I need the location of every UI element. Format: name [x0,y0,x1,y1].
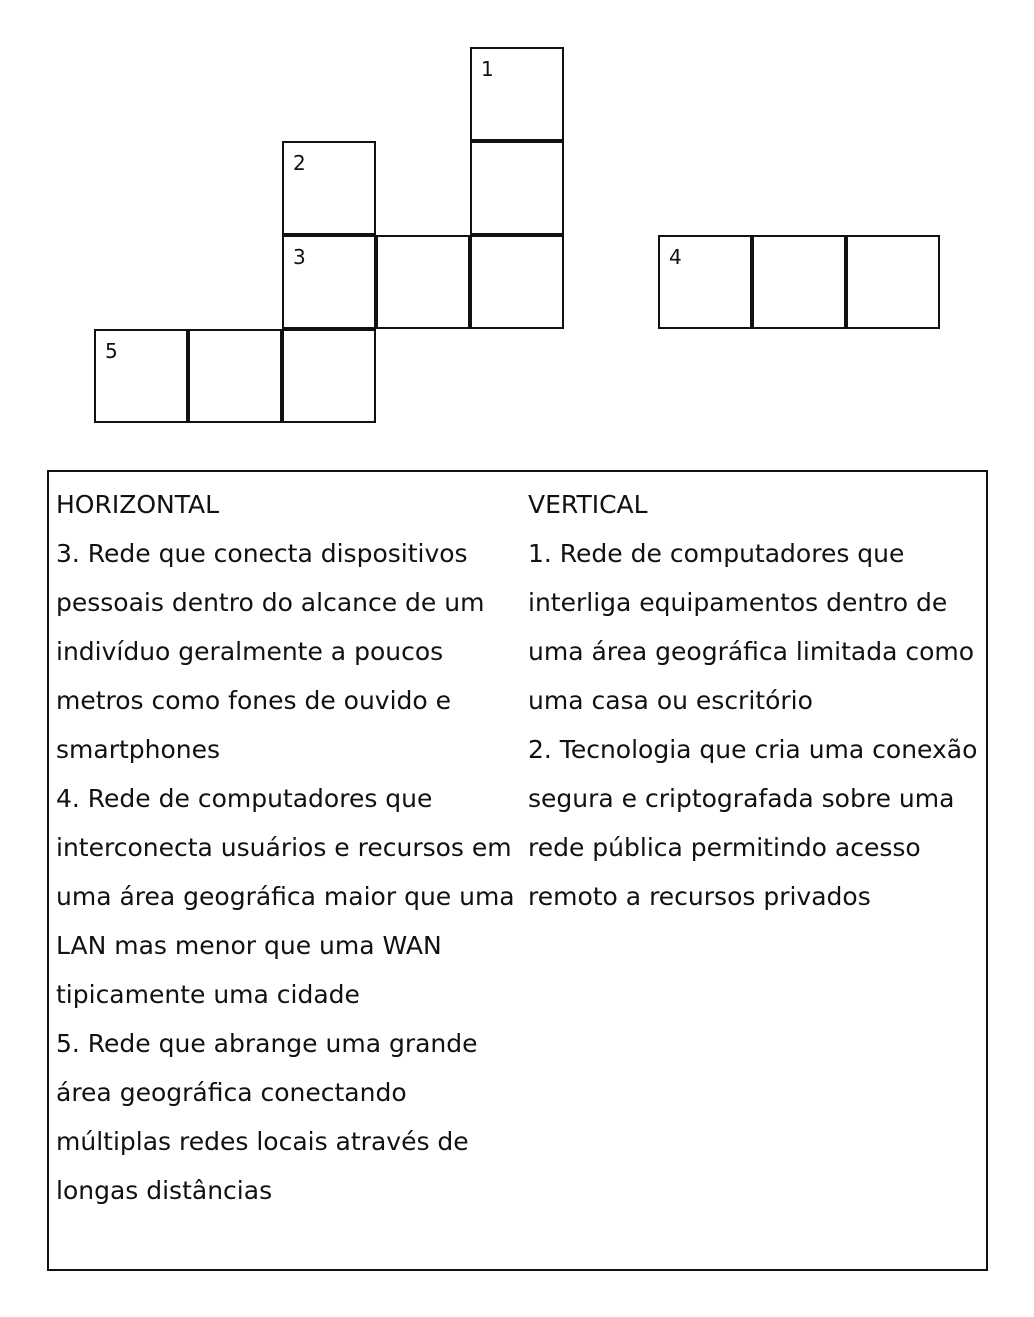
crossword-cell[interactable] [376,235,470,329]
crossword-cell[interactable] [94,329,188,423]
crossword-cell[interactable] [470,235,564,329]
crossword-cell[interactable] [282,329,376,423]
crossword-cell[interactable] [658,235,752,329]
crossword-cell[interactable] [846,235,940,329]
horizontal-clues [56,480,518,1215]
crossword-cell[interactable] [470,141,564,235]
crossword-cell[interactable] [282,141,376,235]
cell-number: 5 [105,339,118,363]
horizontal-heading: HORIZONTAL [56,490,220,519]
cell-number: 2 [293,151,306,175]
crossword-cell[interactable] [282,235,376,329]
clue-vertical-1: 1. Rede de computadores que interliga equipamentos dentro de uma área geográfica limitada como uma casa ou escritório [528,539,975,715]
crossword-cell[interactable] [470,47,564,141]
vertical-clues [528,480,980,921]
clue-horizontal-5: 5. Rede que abrange uma grande área geográfica conectando múltiplas redes locais através de longas distâncias [56,1029,478,1205]
crossword-grid [0,0,1034,440]
clue-horizontal-3: 3. Rede que conecta dispositivos pessoais dentro do alcance de um indivíduo geralmente a poucos metros como fones de ouvido e smartphones [56,539,485,764]
clue-horizontal-4: 4. Rede de computadores que interconecta usuários e recursos em uma área geográfica maior que uma LAN mas menor que uma WAN tipicamente uma cidade [56,784,515,1009]
cell-number: 1 [481,57,494,81]
crossword-cell[interactable] [752,235,846,329]
vertical-heading: VERTICAL [528,490,648,519]
clues-panel [47,470,988,1271]
cell-number: 3 [293,245,306,269]
crossword-cell[interactable] [188,329,282,423]
cell-number: 4 [669,245,682,269]
clue-vertical-2: 2. Tecnologia que cria uma conexão segura e criptografada sobre uma rede pública permitindo acesso remoto a recursos privados [528,735,978,911]
